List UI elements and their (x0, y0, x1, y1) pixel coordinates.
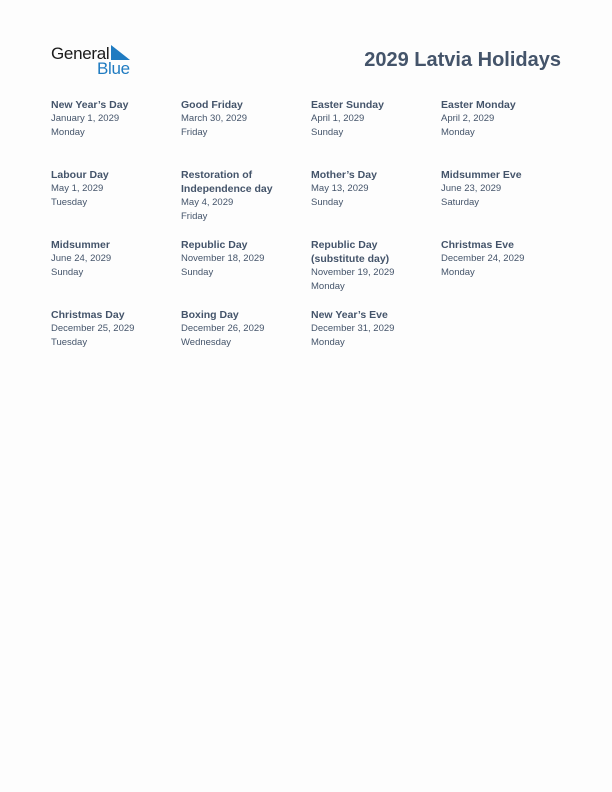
holiday-weekday: Monday (311, 337, 345, 348)
holiday-weekday: Monday (311, 281, 345, 292)
holiday-grid (51, 98, 571, 378)
holiday-item (181, 308, 311, 378)
holiday-name: Easter Sunday (311, 99, 384, 111)
holiday-item (311, 238, 441, 308)
holiday-date: December 24, 2029 (441, 253, 525, 264)
holiday-weekday: Tuesday (51, 197, 88, 208)
holiday-name: Republic Day (substitute day) (311, 239, 390, 265)
holiday-weekday: Monday (441, 127, 475, 138)
holiday-date: April 1, 2029 (311, 113, 365, 124)
holiday-date: June 23, 2029 (441, 183, 502, 194)
holiday-weekday: Monday (441, 267, 475, 278)
holiday-item (441, 238, 571, 308)
holiday-name: Republic Day (181, 239, 248, 251)
holiday-weekday: Friday (181, 127, 208, 138)
holiday-name: Midsummer Eve (441, 169, 522, 181)
holiday-date: November 18, 2029 (181, 253, 265, 264)
holiday-date: November 19, 2029 (311, 267, 395, 278)
holiday-item (181, 238, 311, 308)
holiday-name: Good Friday (181, 99, 243, 111)
holiday-date: April 2, 2029 (441, 113, 495, 124)
holiday-weekday: Saturday (441, 197, 480, 208)
holiday-weekday: Sunday (181, 267, 214, 278)
holiday-item (51, 238, 181, 308)
holiday-name: Labour Day (51, 169, 109, 181)
logo-blue-text: Blue (97, 59, 130, 78)
logo (51, 44, 141, 78)
holiday-item (51, 98, 181, 168)
triangle-flag-icon (111, 45, 130, 60)
holiday-item (311, 98, 441, 168)
holiday-name: Restoration of Independence day (181, 169, 273, 195)
holiday-date: May 13, 2029 (311, 183, 369, 194)
holiday-date: May 1, 2029 (51, 183, 104, 194)
holiday-item (311, 168, 441, 238)
holiday-name: New Year’s Eve (311, 309, 388, 321)
holiday-item (181, 168, 311, 238)
holiday-date: June 24, 2029 (51, 253, 112, 264)
holiday-item (311, 308, 441, 378)
holiday-date: March 30, 2029 (181, 113, 248, 124)
holiday-name: New Year’s Day (51, 99, 129, 111)
holiday-weekday: Wednesday (181, 337, 231, 348)
holiday-weekday: Tuesday (51, 337, 88, 348)
page-title: 2029 Latvia Holidays (364, 49, 561, 71)
holiday-name: Christmas Day (51, 309, 125, 321)
holiday-name: Christmas Eve (441, 239, 514, 251)
holiday-weekday: Friday (181, 211, 208, 222)
holiday-name: Boxing Day (181, 309, 239, 321)
holiday-item (51, 168, 181, 238)
holiday-weekday: Sunday (311, 197, 344, 208)
holiday-date: December 31, 2029 (311, 323, 395, 334)
holiday-date: December 26, 2029 (181, 323, 265, 334)
holiday-weekday: Sunday (311, 127, 344, 138)
holiday-name: Easter Monday (441, 99, 516, 111)
logo-general-text: General (51, 44, 110, 63)
holiday-weekday: Monday (51, 127, 85, 138)
holiday-name: Midsummer (51, 239, 110, 251)
holiday-name: Mother’s Day (311, 169, 377, 181)
holiday-weekday: Sunday (51, 267, 84, 278)
holiday-item (441, 168, 571, 238)
holiday-date: January 1, 2029 (51, 113, 120, 124)
holiday-item (51, 308, 181, 378)
holiday-item (441, 98, 571, 168)
holiday-date: May 4, 2029 (181, 197, 234, 208)
holiday-item (181, 98, 311, 168)
holiday-date: December 25, 2029 (51, 323, 135, 334)
